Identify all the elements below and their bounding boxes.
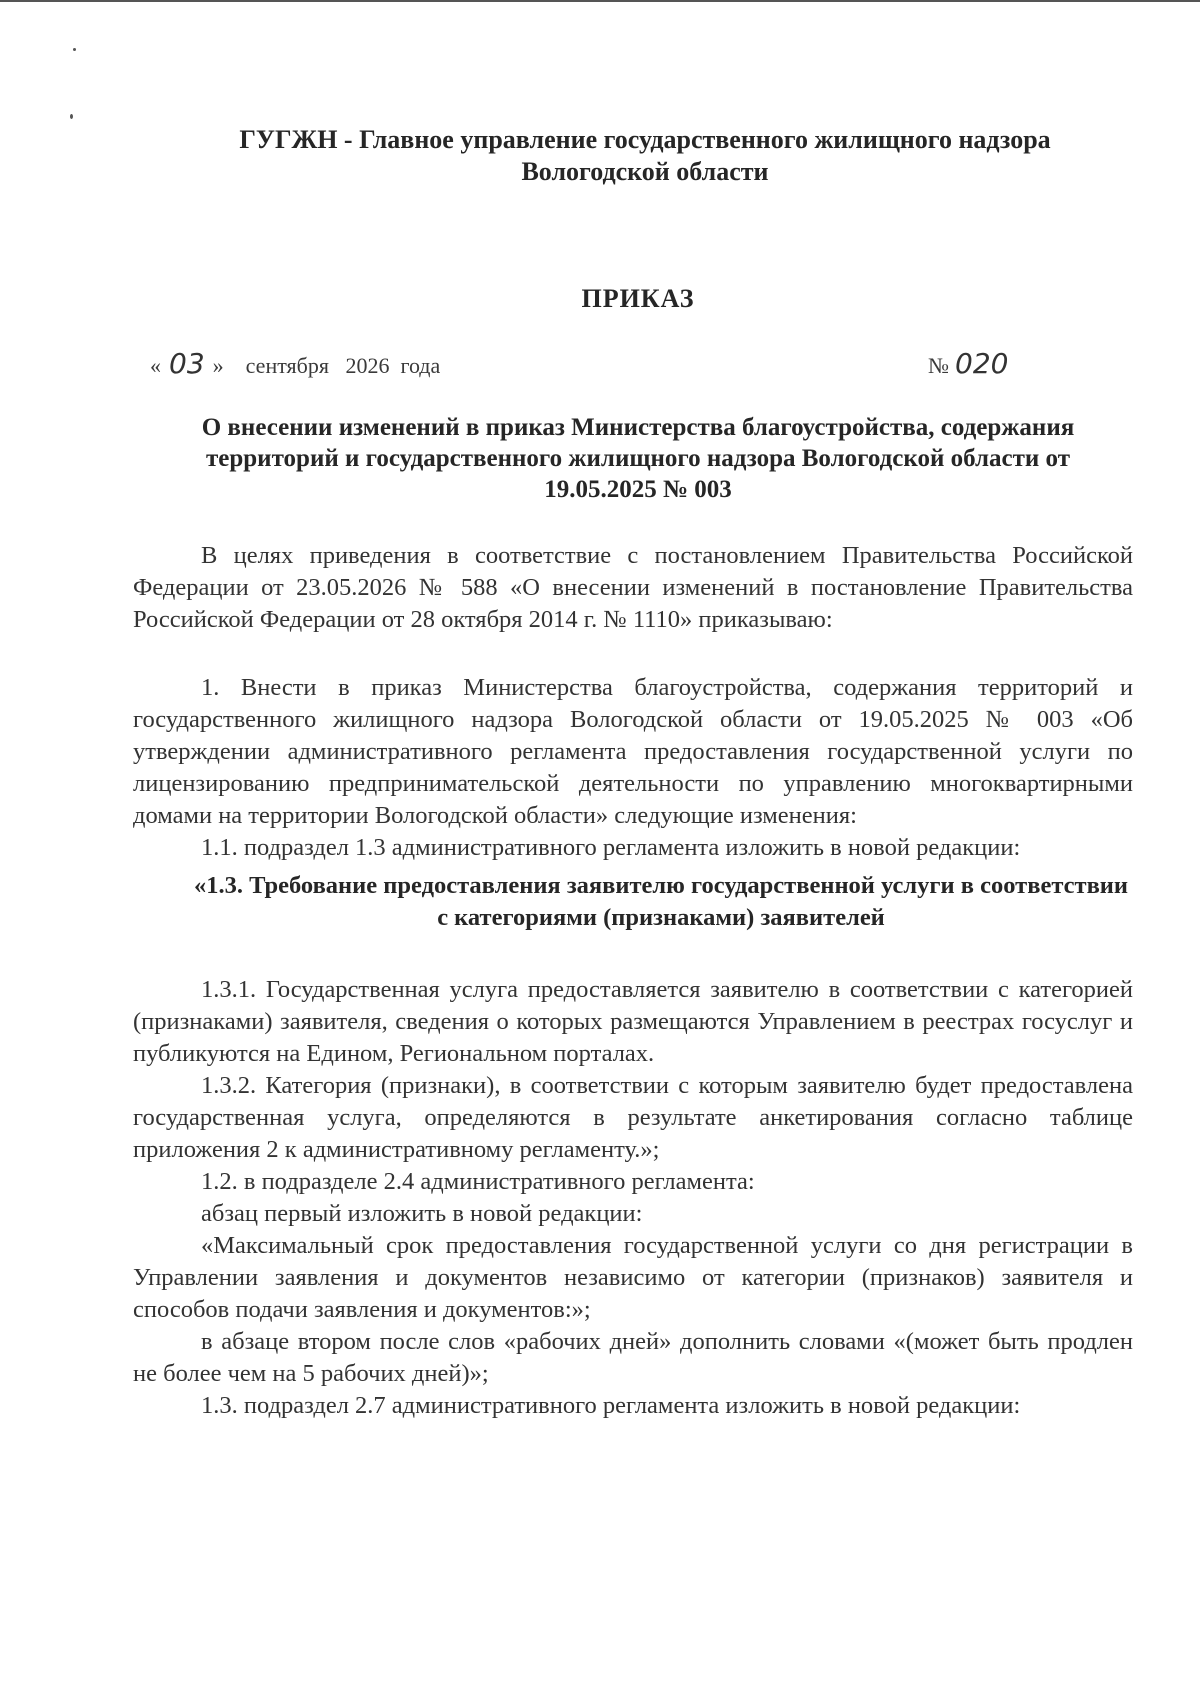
number-sign: № [928, 353, 949, 378]
paragraph-1-1: 1.1. подраздел 1.3 административного регламента изложить в новой редакции: [201, 834, 1021, 861]
order-body [133, 540, 1133, 1422]
order-title: ПРИКАЗ [581, 284, 695, 313]
paragraph-1-3-2: 1.3.2. Категория (признаки), в соответствии с которым заявителю будет предоставлена государственная услуга, определяются в результате анкетирования согласно таблице приложения 2 к административному регламенту.»; [133, 1072, 1133, 1163]
scan-speck [70, 114, 73, 119]
date-suffix: года [400, 353, 441, 378]
order-date [150, 347, 440, 380]
subject-line-2: территорий и государственного жилищного надзора Вологодской области от [206, 445, 1070, 472]
subject-line-3: 19.05.2025 № 003 [544, 476, 732, 503]
date-close-quote: » [212, 353, 224, 378]
order-subject [138, 412, 1138, 505]
number-value: 020 [955, 347, 1009, 380]
organization-header [100, 124, 1190, 188]
organization-line-1: ГУГЖН - Главное управление государственного жилищного надзора [239, 125, 1051, 154]
paragraph-abzac-second: в абзаце втором после слов «рабочих дней» дополнить словами «(может быть продлен не более чем на 5 рабочих дней)»; [133, 1328, 1133, 1387]
date-month: сентября [245, 353, 329, 378]
scan-speck [73, 48, 76, 51]
preamble-paragraph: В целях приведения в соответствие с постановлением Правительства Российской Федерации от 23.05.2026 № 588 «О внесении изменений в постановление Правительства Российской Федерации от 28 октября 2014 г. № 1110» приказываю: [133, 542, 1133, 633]
paragraph-1-2: 1.2. в подразделе 2.4 административного регламента: [201, 1168, 755, 1195]
date-year: 2026 [345, 353, 390, 378]
section-heading-1-3: «1.3. Требование предоставления заявителю государственной услуги в соответствии с категориями (признаками) заявителей [193, 872, 1129, 931]
subject-line-1: О внесении изменений в приказ Министерства благоустройства, содержания [201, 414, 1075, 441]
paragraph-1-3-1: 1.3.1. Государственная услуга предоставляется заявителю в соответствии с категорией (признаками) заявителя, сведения о которых размещаются Управлением в реестрах госуслуг и публикуются на Едином, Региональном порталах. [133, 976, 1133, 1067]
paragraph-1: 1. Внести в приказ Министерства благоустройства, содержания территорий и государственного жилищного надзора Вологодской области от 19.05.2025 № 003 «Об утверждении административного регламента предоставления государственной услуги по лицензированию предпринимательской деятельности по управлению многоквартирными домами на территории Вологодской области» следующие изменения: [133, 674, 1133, 829]
paragraph-1-3: 1.3. подраздел 2.7 административного регламента изложить в новой редакции: [201, 1392, 1021, 1419]
paragraph-abzac-first: абзац первый изложить в новой редакции: [201, 1200, 643, 1227]
paragraph-quote: «Максимальный срок предоставления государственной услуги со дня регистрации в Управлении заявления и документов независимо от категории (признаков) заявителя и способов подачи заявления и документов:»; [133, 1232, 1133, 1323]
date-day: 03 [169, 347, 205, 380]
order-number [928, 347, 1008, 380]
organization-line-2: Вологодской области [521, 157, 769, 186]
date-open-quote: « [150, 353, 161, 378]
